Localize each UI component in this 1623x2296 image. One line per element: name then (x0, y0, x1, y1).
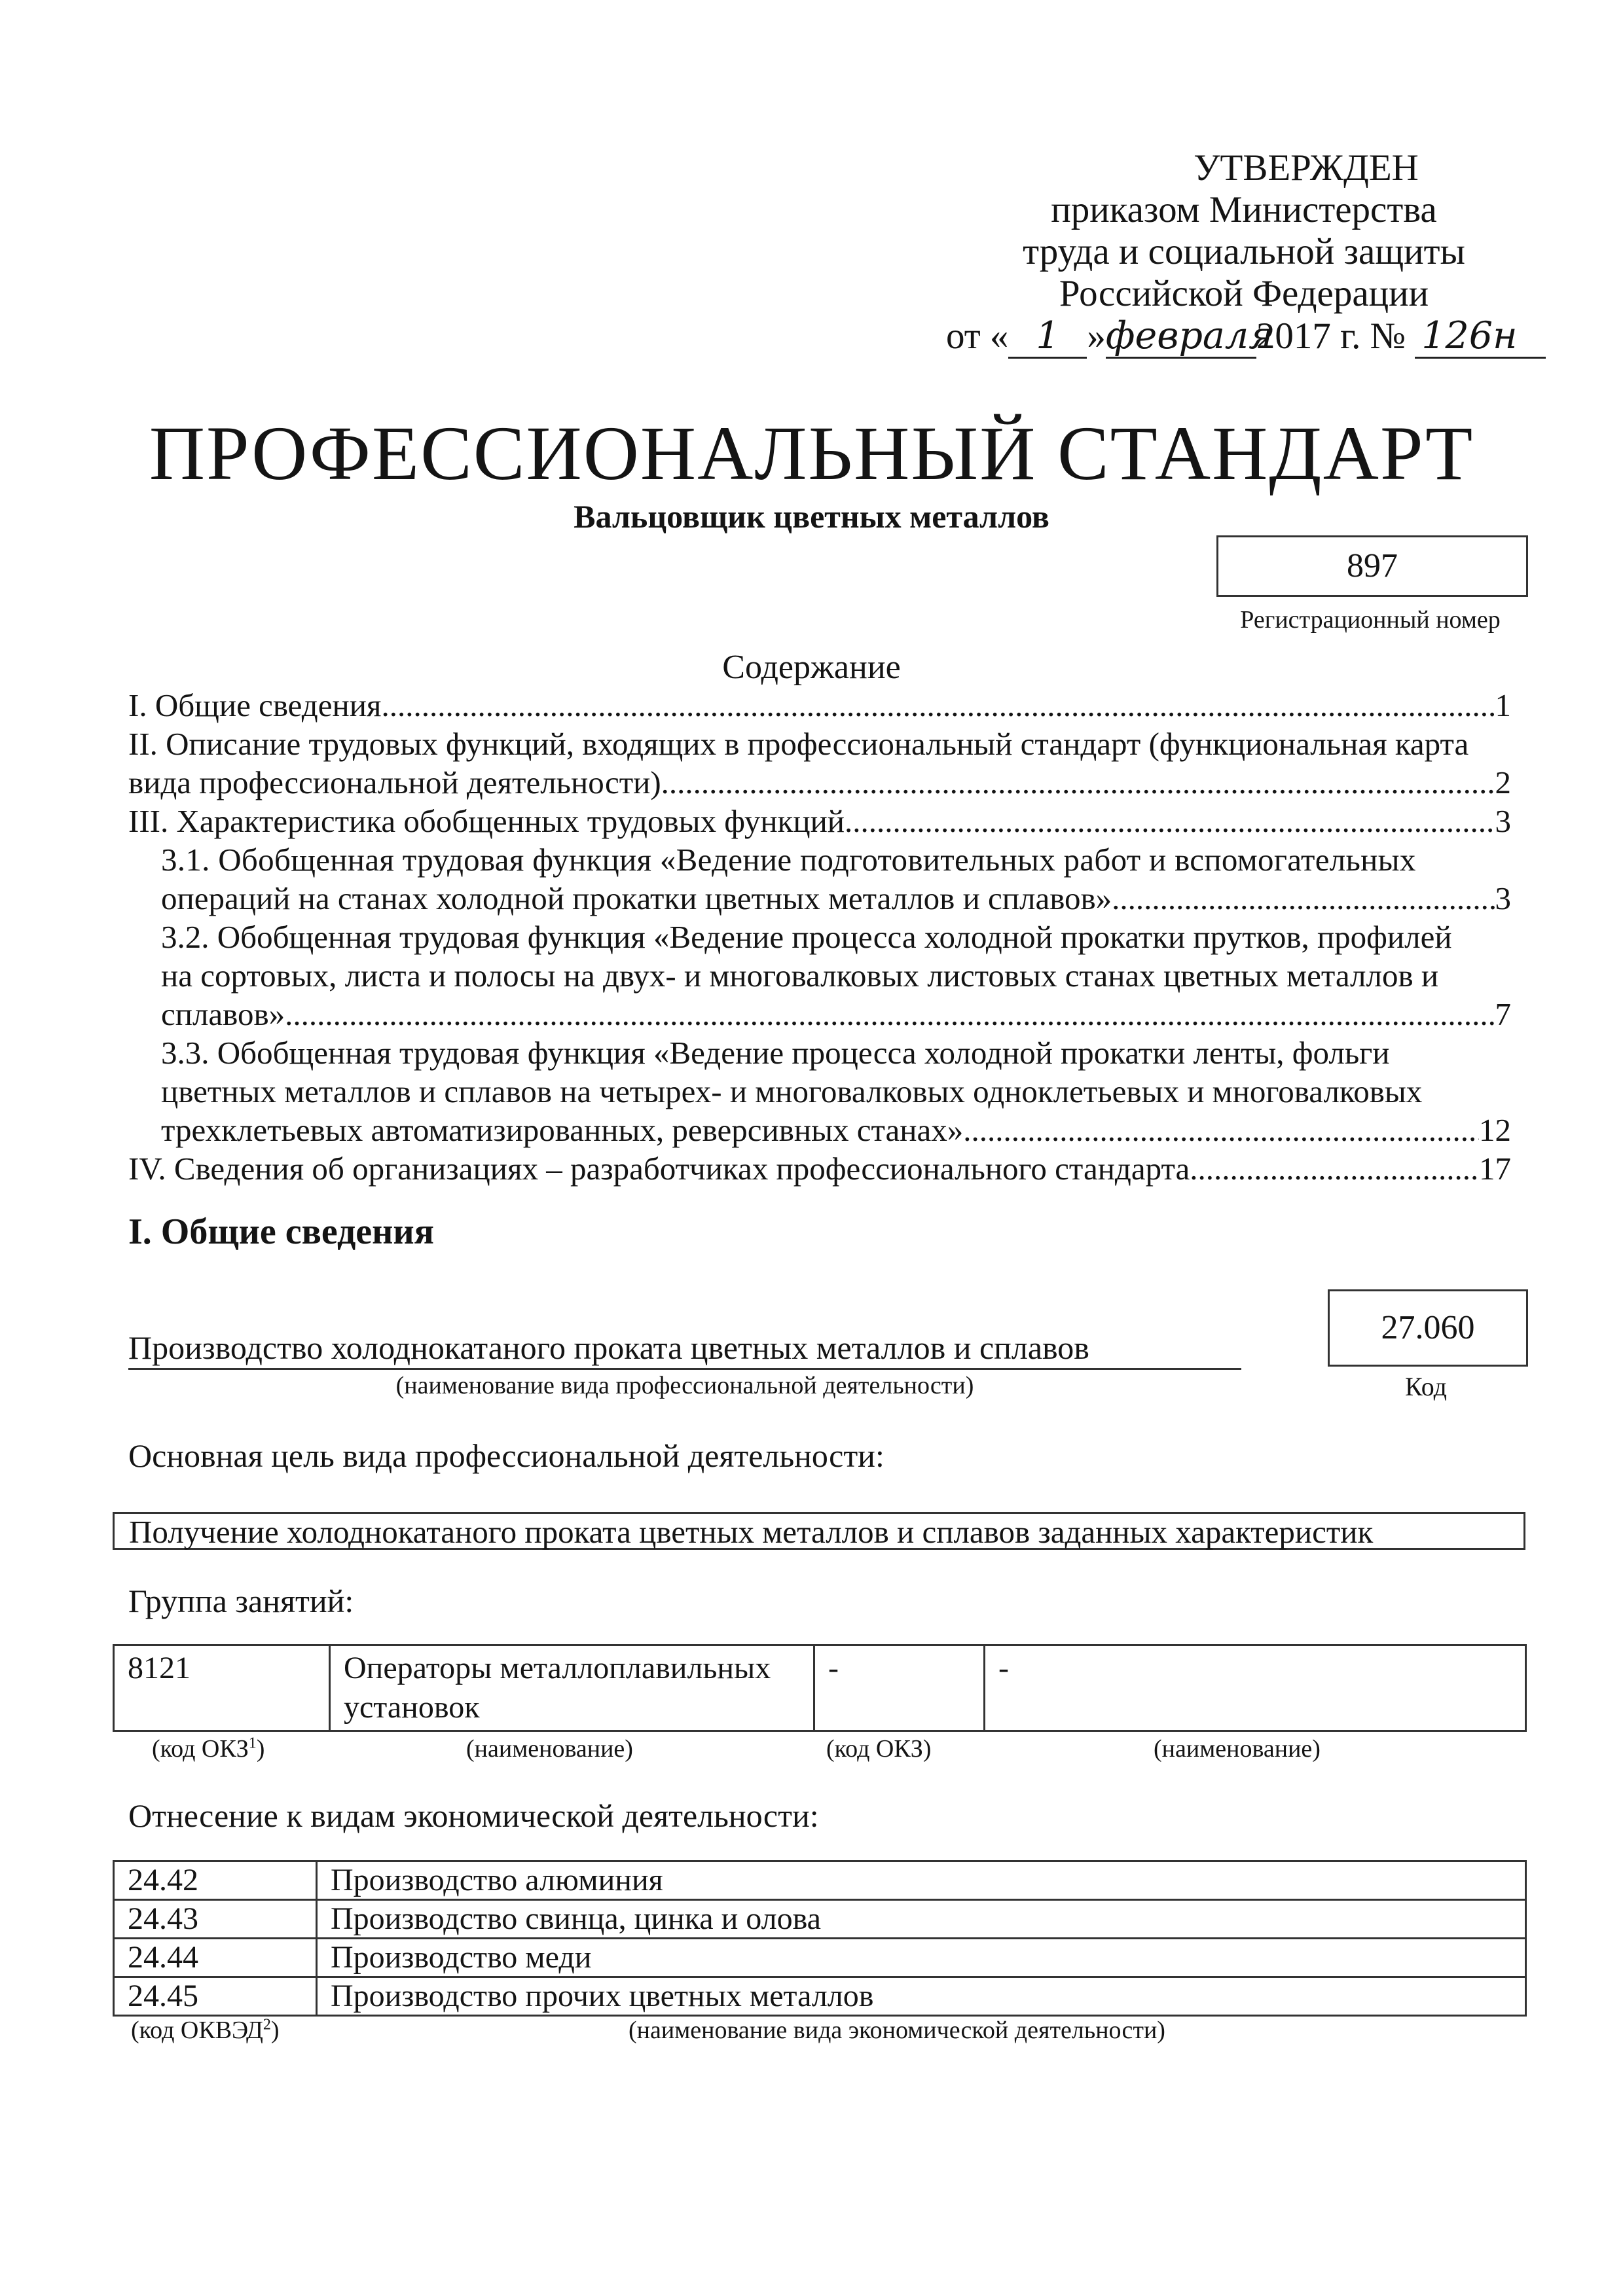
okz-name-caption-2: (наименование) (1154, 1735, 1321, 1763)
okved-name-cell: Производство алюминия (317, 1861, 1526, 1900)
toc-entry-text-line: 3.1. Обобщенная трудовая функция «Ведение подготовительных работ и вспомогательных (161, 842, 1416, 878)
okved-code-cell: 24.44 (114, 1939, 317, 1977)
toc-entry-text-line: 3.2. Обобщенная трудовая функция «Ведение процесса холодной прокатки прутков, профилей (161, 919, 1452, 955)
toc-entry-text: операций на станах холодной прокатки цветных металлов и сплавов» (161, 880, 1112, 916)
table-row (114, 1939, 1526, 1977)
table-row (114, 1861, 1526, 1900)
okved-code-cell: 24.42 (114, 1861, 317, 1900)
toc-entry-text: I. Общие сведения (128, 687, 382, 723)
date-year: 2017 г. № (1256, 315, 1406, 357)
approval-line-2: приказом Министерства (1051, 189, 1437, 230)
toc-entry (128, 840, 1511, 918)
toc-entry (128, 725, 1511, 802)
registration-number-box: 897 (1216, 535, 1528, 597)
okved-name-cell: Производство меди (317, 1939, 1526, 1977)
caption-text: (код ОКВЭД (131, 2017, 263, 2044)
toc-page-number: 3 (1495, 880, 1511, 916)
goal-label: Основная цель вида профессиональной деятельности: (128, 1437, 884, 1474)
approval-block (917, 147, 1571, 359)
date-mid: » (1087, 315, 1106, 357)
table-row (114, 1645, 1526, 1731)
contents-heading: Содержание (722, 649, 901, 686)
econ-activity-label: Отнесение к видам экономической деятельности: (128, 1797, 819, 1834)
toc-dot-leader (963, 1111, 1479, 1149)
toc-dot-leader (845, 802, 1495, 840)
okz-code-cell: 8121 (114, 1645, 330, 1731)
toc-entry (128, 1033, 1511, 1149)
okz-name-cell-2: - (985, 1645, 1526, 1731)
toc-dot-leader (285, 995, 1495, 1033)
toc-entry-text: IV. Сведения об организациях – разработчиках профессионального стандарта (128, 1151, 1190, 1187)
document-subtitle: Вальцовщик цветных металлов (574, 498, 1049, 535)
okved-code-caption (131, 2016, 280, 2045)
approval-date-row (917, 315, 1571, 359)
footnote-marker: 2 (263, 2016, 271, 2034)
toc-page-number: 1 (1495, 687, 1511, 723)
toc-entry-text-line: цветных металлов и сплавов на четырех- и многовалковых одноклетьевых и многовалковых (161, 1073, 1423, 1109)
table-row (114, 1900, 1526, 1939)
okz-code-caption (152, 1734, 264, 1763)
toc-page-number: 17 (1479, 1151, 1511, 1187)
toc-entry (128, 1149, 1511, 1188)
date-month-handwritten: февраля (1105, 314, 1273, 357)
toc-entry-text-line: 3.3. Обобщенная трудовая функция «Ведение процесса холодной прокатки ленты, фольги (161, 1035, 1390, 1071)
toc-page-number: 3 (1495, 803, 1511, 839)
caption-text: ) (270, 2017, 280, 2044)
toc-page-number: 7 (1495, 996, 1511, 1032)
okved-code-cell: 24.45 (114, 1977, 317, 2016)
toc-entry (128, 802, 1511, 840)
approval-line-4: Российской Федерации (1059, 273, 1429, 314)
table-row (114, 1977, 1526, 2016)
approval-line-1: УТВЕРЖДЕН (1194, 147, 1419, 188)
document-title: ПРОФЕССИОНАЛЬНЫЙ СТАНДАРТ (149, 410, 1474, 496)
toc-dot-leader (1112, 879, 1495, 918)
order-number-handwritten: 126н (1415, 315, 1546, 359)
toc-dot-leader (1190, 1149, 1479, 1188)
toc-entry-text: сплавов» (161, 996, 285, 1032)
occupation-group-table (113, 1644, 1527, 1732)
toc-entry (128, 686, 1511, 725)
caption-text: (код ОКЗ (152, 1735, 249, 1763)
footnote-marker: 1 (248, 1734, 257, 1752)
okved-name-caption: (наименование вида экономической деятельности) (629, 2017, 1165, 2044)
okved-code-cell: 24.43 (114, 1900, 317, 1939)
activity-name-caption: (наименование вида профессиональной деятельности) (395, 1372, 974, 1399)
toc-page-number: 12 (1479, 1112, 1511, 1148)
okz-name-caption: (наименование) (466, 1735, 633, 1763)
registration-number-label: Регистрационный номер (1240, 606, 1501, 634)
toc-dot-leader (661, 763, 1495, 802)
group-label: Группа занятий: (128, 1583, 354, 1619)
okved-name-cell: Производство прочих цветных металлов (317, 1977, 1526, 2016)
okz-name-cell: Операторы металлоплавильных установок (330, 1645, 814, 1731)
section-title: I. Общие сведения (128, 1211, 434, 1252)
table-of-contents (128, 686, 1511, 1188)
toc-entry (128, 918, 1511, 1033)
toc-entry-text-line: II. Описание трудовых функций, входящих в профессиональный стандарт (функциональная карта (128, 726, 1469, 762)
toc-entry-text: III. Характеристика обобщенных трудовых функций (128, 803, 845, 839)
goal-box: Получение холоднокатаного проката цветных металлов и сплавов заданных характеристик (113, 1512, 1525, 1550)
toc-dot-leader (381, 686, 1495, 725)
toc-page-number: 2 (1495, 764, 1511, 800)
toc-entry-text-line: на сортовых, листа и полосы на двух- и многовалковых листовых станах цветных металлов и (161, 958, 1439, 994)
date-day-handwritten: 1 (1008, 315, 1087, 359)
activity-code-box: 27.060 (1328, 1289, 1528, 1367)
caption-text: ) (256, 1735, 265, 1763)
approval-line-3: труда и социальной защиты (1023, 231, 1465, 272)
okved-name-cell: Производство свинца, цинка и олова (317, 1900, 1526, 1939)
activity-name: Производство холоднокатаного проката цветных металлов и сплавов (128, 1329, 1241, 1370)
toc-entry-text: вида профессиональной деятельности) (128, 764, 661, 800)
date-prefix: от « (946, 315, 1009, 357)
toc-entry-text: трехклетьевых автоматизированных, реверсивных станах» (161, 1112, 964, 1148)
okz-code-caption-2: (код ОКЗ) (826, 1735, 932, 1763)
activity-code-caption: Код (1405, 1372, 1447, 1401)
okz-code-cell-2: - (814, 1645, 985, 1731)
econ-activity-table (113, 1860, 1527, 2017)
